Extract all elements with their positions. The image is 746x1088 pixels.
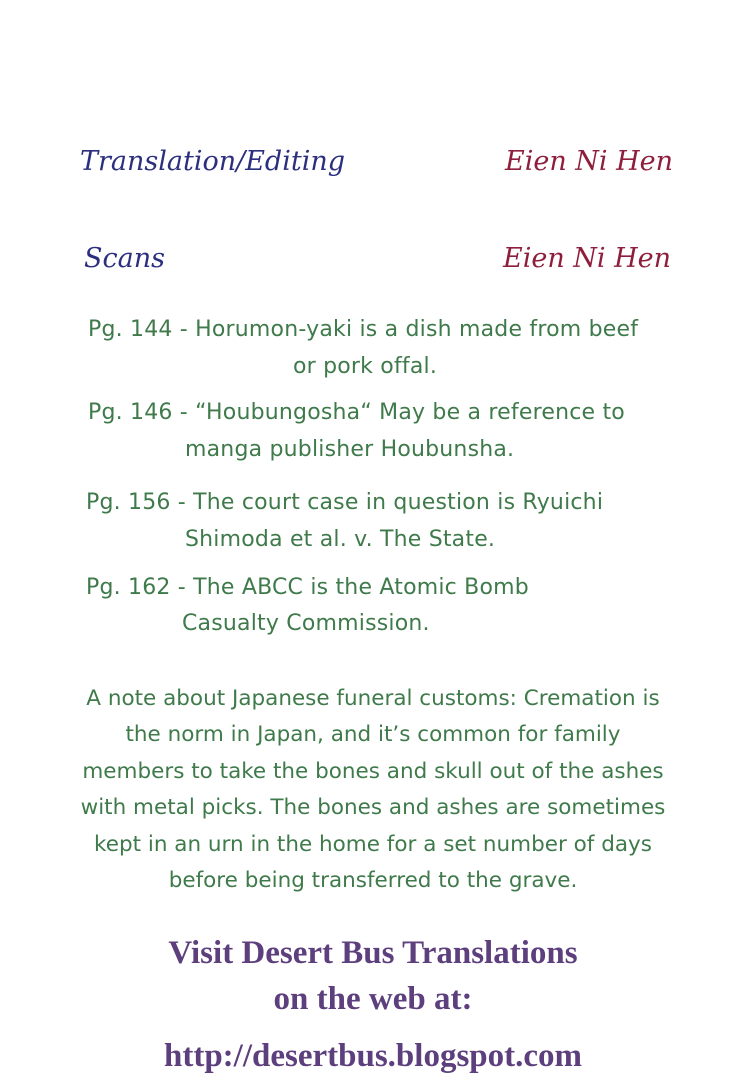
credit-value-translation: Eien Ni Hen — [505, 146, 674, 177]
note-146-line-1: Pg. 146 - “Houbungosha“ May be a reference to — [88, 400, 625, 425]
note-156-line-2: Shimoda et al. v. The State. — [185, 527, 496, 552]
note-146-line-2: manga publisher Houbunsha. — [185, 437, 515, 462]
note-156-line-1: Pg. 156 - The court case in question is Ryuichi — [86, 490, 604, 515]
promo-subheading: on the web at: — [273, 981, 473, 1017]
credit-label-translation: Translation/Editing — [80, 146, 346, 177]
funeral-note-line-1: A note about Japanese funeral customs: Cremation is — [86, 686, 660, 711]
note-162-line-1: Pg. 162 - The ABCC is the Atomic Bomb — [86, 575, 529, 600]
credit-value-scans: Eien Ni Hen — [503, 243, 672, 274]
promo-url: http://desertbus.blogspot.com — [163, 1038, 583, 1074]
funeral-note-line-2: the norm in Japan, and it’s common for family — [125, 722, 621, 747]
note-162-line-2: Casualty Commission. — [182, 611, 430, 636]
credit-label-scans: Scans — [84, 243, 165, 274]
promo-heading: Visit Desert Bus Translations — [168, 935, 578, 971]
note-144-line-1: Pg. 144 - Horumon-yaki is a dish made from beef — [88, 317, 639, 342]
funeral-note-line-3: members to take the bones and skull out of the ashes — [82, 759, 664, 784]
funeral-note-line-4: with metal picks. The bones and ashes are sometimes — [80, 795, 666, 820]
funeral-note-line-5: kept in an urn in the home for a set number of days — [94, 832, 652, 857]
funeral-note-line-6: before being transferred to the grave. — [168, 868, 578, 893]
note-144-line-2: or pork offal. — [293, 354, 438, 379]
